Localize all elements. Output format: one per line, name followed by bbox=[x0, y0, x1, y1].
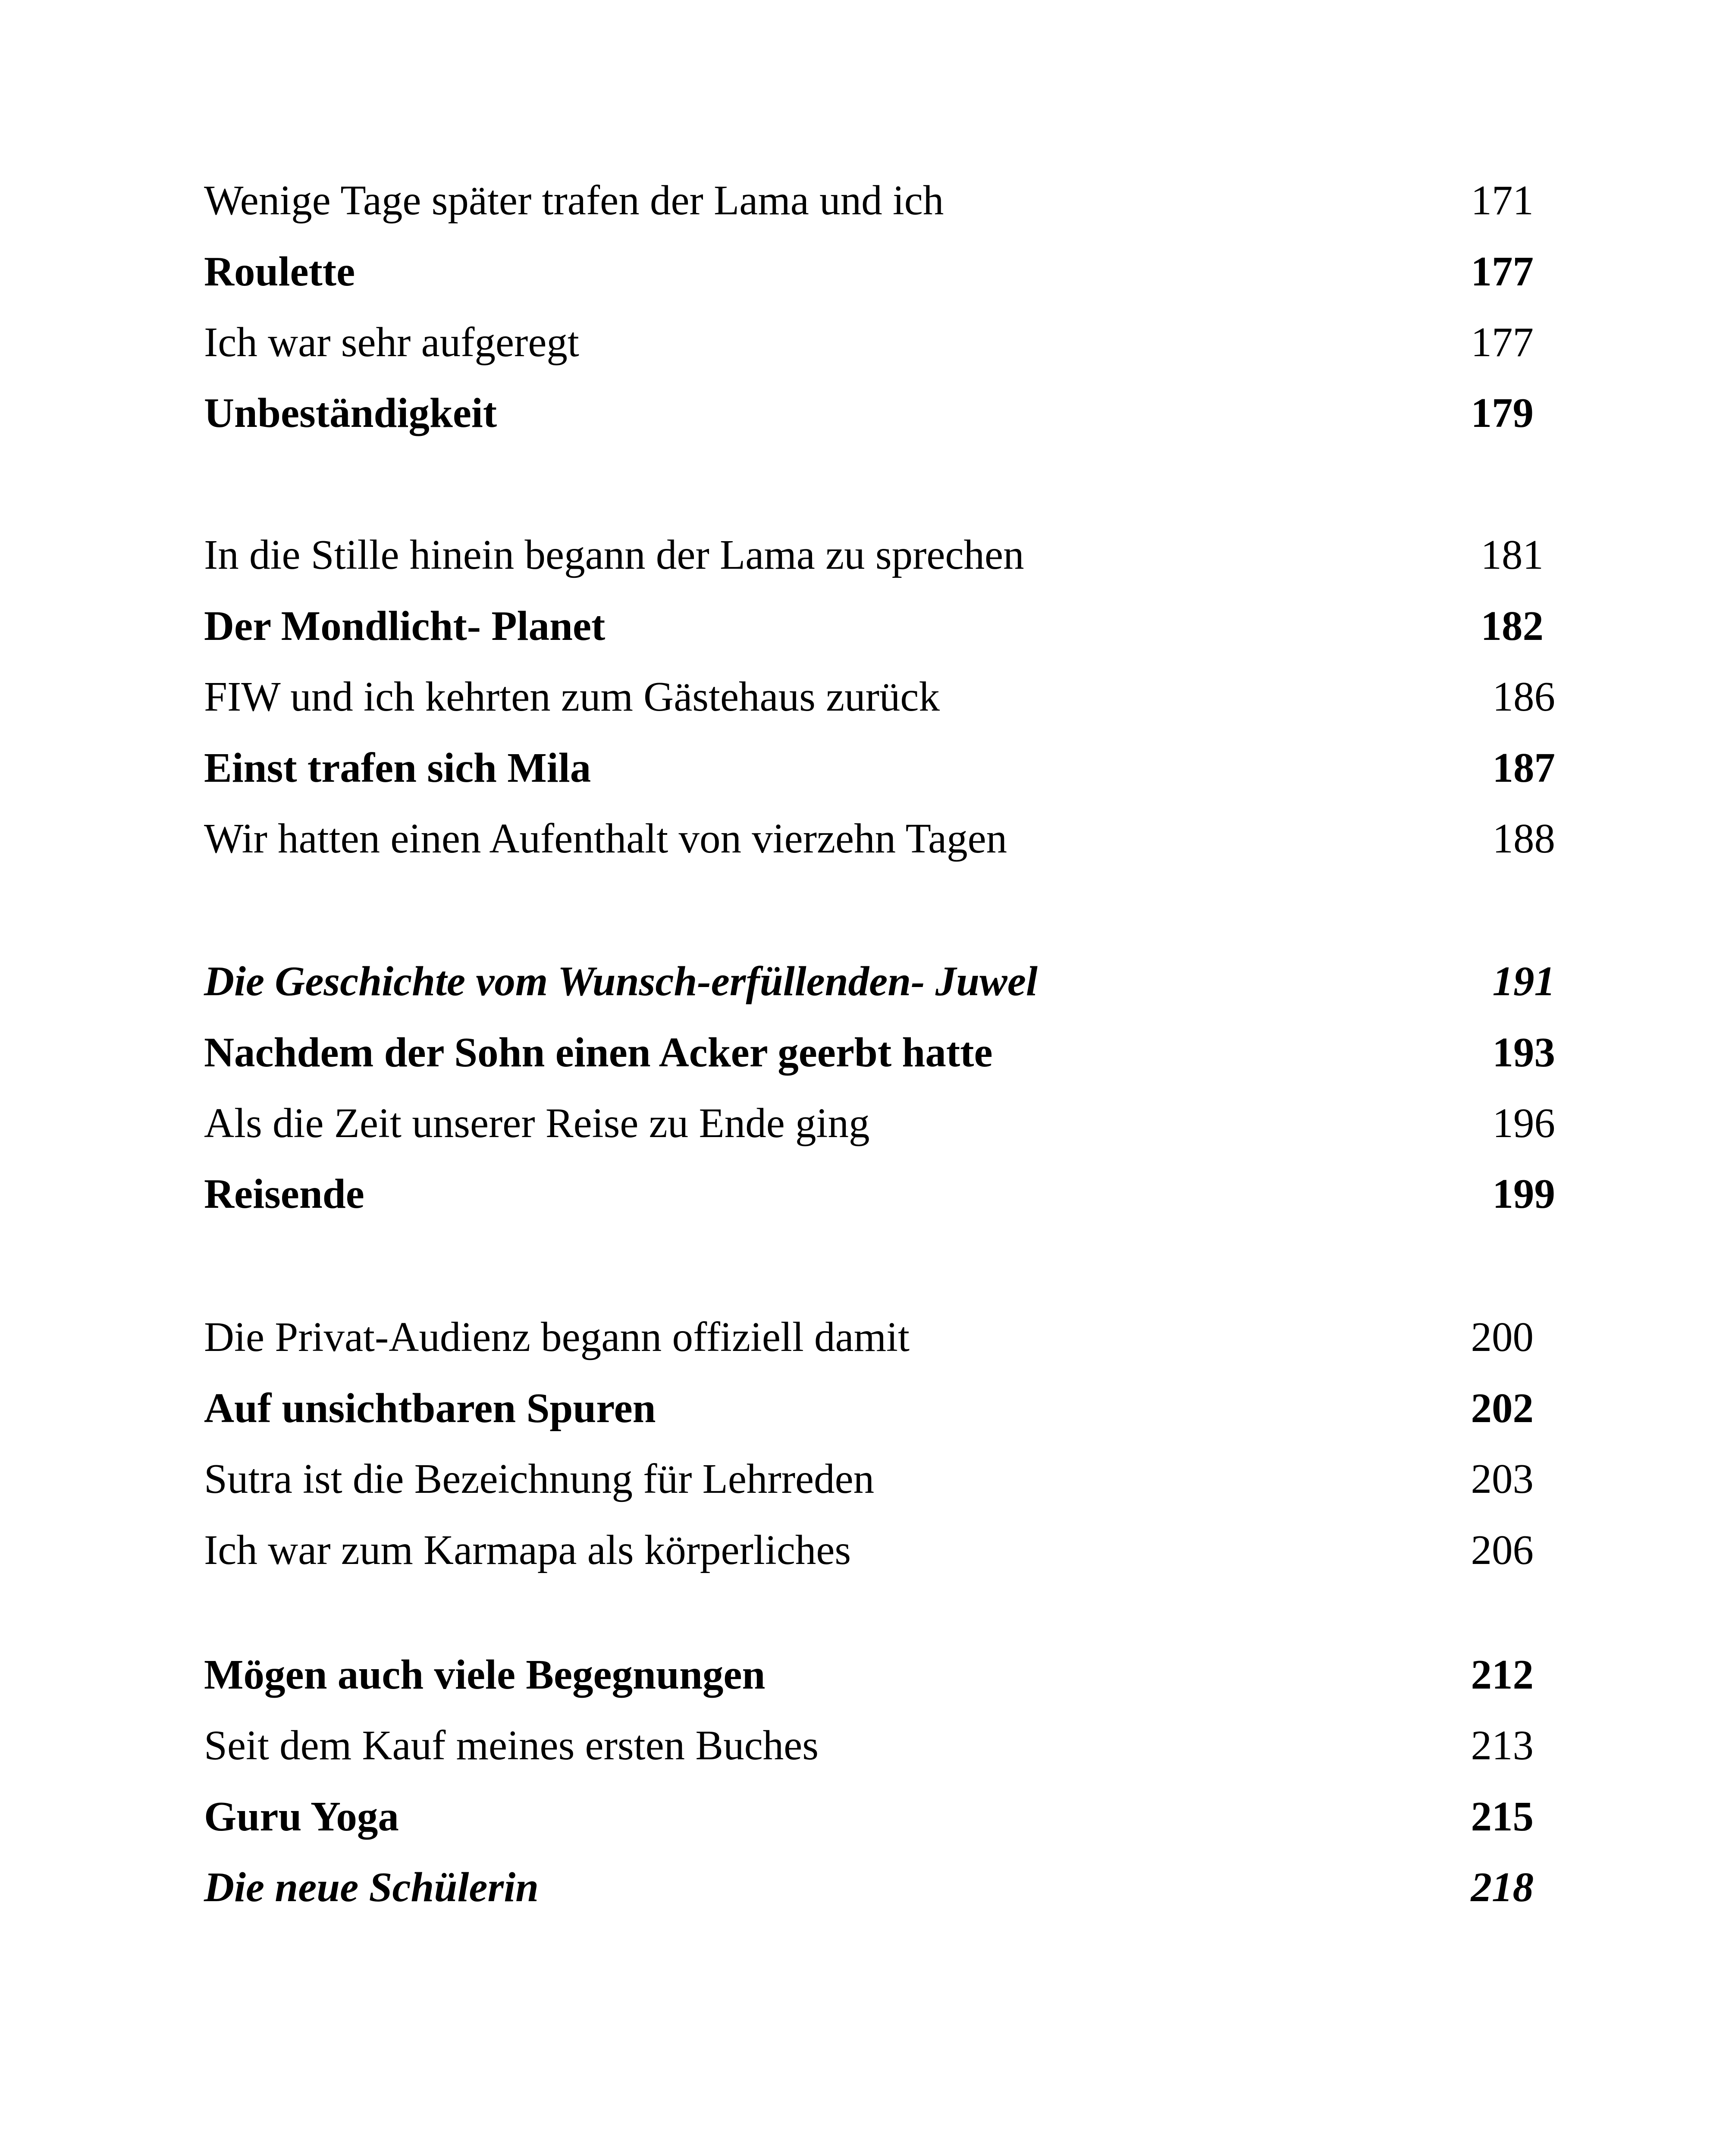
toc-entry-title: Mögen auch viele Begegnungen bbox=[204, 1651, 766, 1698]
toc-entry-title: Ich war zum Karmapa als körperliches bbox=[204, 1527, 851, 1573]
toc-entry-title: Der Mondlicht- Planet bbox=[204, 603, 606, 649]
toc-entry-page: 187 bbox=[1492, 745, 1555, 791]
toc-entry bbox=[0, 527, 1732, 583]
toc-entry bbox=[0, 1647, 1732, 1703]
toc-entry-page: 199 bbox=[1492, 1171, 1555, 1217]
toc-entry-page: 206 bbox=[1471, 1527, 1534, 1573]
toc-entry-page: 215 bbox=[1471, 1793, 1534, 1839]
toc-entry-title: Auf unsichtbaren Spuren bbox=[204, 1385, 656, 1431]
toc-entry-title: Die Geschichte vom Wunsch-erfüllenden- Juwel bbox=[204, 958, 1038, 1004]
toc-entry bbox=[0, 314, 1732, 370]
toc-entry-page: 191 bbox=[1492, 958, 1555, 1004]
toc-entry-page: 181 bbox=[1481, 532, 1544, 578]
toc-entry-title: Nachdem der Sohn einen Acker geerbt hatte bbox=[204, 1029, 993, 1075]
toc-entry-page: 177 bbox=[1471, 319, 1534, 365]
toc-entry bbox=[0, 1380, 1732, 1436]
toc-entry-page: 218 bbox=[1471, 1864, 1534, 1910]
toc-entry-title: Unbeständigkeit bbox=[204, 390, 497, 436]
toc-entry-title: Ich war sehr aufgeregt bbox=[204, 319, 579, 365]
toc-entry bbox=[0, 244, 1732, 300]
toc-entry bbox=[0, 669, 1732, 725]
toc-entry bbox=[0, 1789, 1732, 1845]
toc-entry-title: FIW und ich kehrten zum Gästehaus zurück bbox=[204, 674, 940, 720]
toc-entry-page: 196 bbox=[1492, 1100, 1555, 1146]
toc-entry-title: Seit dem Kauf meines ersten Buches bbox=[204, 1722, 819, 1768]
toc-entry-title: Die Privat-Audienz begann offiziell damit bbox=[204, 1314, 910, 1360]
toc-entry bbox=[0, 385, 1732, 441]
toc-entry-title: In die Stille hinein begann der Lama zu sprechen bbox=[204, 532, 1024, 578]
toc-entry bbox=[0, 1095, 1732, 1151]
toc-entry-page: 182 bbox=[1481, 603, 1544, 649]
toc-entry-page: 171 bbox=[1471, 177, 1534, 223]
toc-entry bbox=[0, 1859, 1732, 1915]
toc-entry bbox=[0, 172, 1732, 229]
toc-entry-title: Sutra ist die Bezeichnung für Lehrreden bbox=[204, 1456, 875, 1502]
toc-entry-page: 213 bbox=[1471, 1722, 1534, 1768]
toc-entry bbox=[0, 1309, 1732, 1365]
toc-entry-title: Reisende bbox=[204, 1171, 364, 1217]
toc-entry bbox=[0, 1522, 1732, 1578]
toc-entry bbox=[0, 1451, 1732, 1507]
toc-entry-title: Die neue Schülerin bbox=[204, 1864, 539, 1910]
toc-entry-title: Wir hatten einen Aufenthalt von vierzehn Tagen bbox=[204, 815, 1007, 862]
toc-entry-page: 188 bbox=[1492, 815, 1555, 862]
toc-entry bbox=[0, 1717, 1732, 1774]
toc-entry-page: 203 bbox=[1471, 1456, 1534, 1502]
toc-entry-page: 177 bbox=[1471, 248, 1534, 295]
toc-entry bbox=[0, 740, 1732, 796]
toc-entry bbox=[0, 1166, 1732, 1222]
toc-entry-page: 200 bbox=[1471, 1314, 1534, 1360]
toc-entry-page: 202 bbox=[1471, 1385, 1534, 1431]
toc-entry-title: Als die Zeit unserer Reise zu Ende ging bbox=[204, 1100, 870, 1146]
toc-entry-title: Wenige Tage später trafen der Lama und ich bbox=[204, 177, 944, 223]
toc-entry-page: 212 bbox=[1471, 1651, 1534, 1698]
toc-entry bbox=[0, 598, 1732, 654]
toc-entry-title: Roulette bbox=[204, 248, 355, 295]
toc-entry-page: 179 bbox=[1471, 390, 1534, 436]
toc-entry-title: Guru Yoga bbox=[204, 1793, 399, 1839]
toc-entry-page: 186 bbox=[1492, 674, 1555, 720]
toc-entry bbox=[0, 1025, 1732, 1081]
toc-entry-page: 193 bbox=[1492, 1029, 1555, 1075]
toc-entry-title: Einst trafen sich Mila bbox=[204, 745, 591, 791]
toc-entry bbox=[0, 811, 1732, 867]
toc-entry bbox=[0, 953, 1732, 1009]
